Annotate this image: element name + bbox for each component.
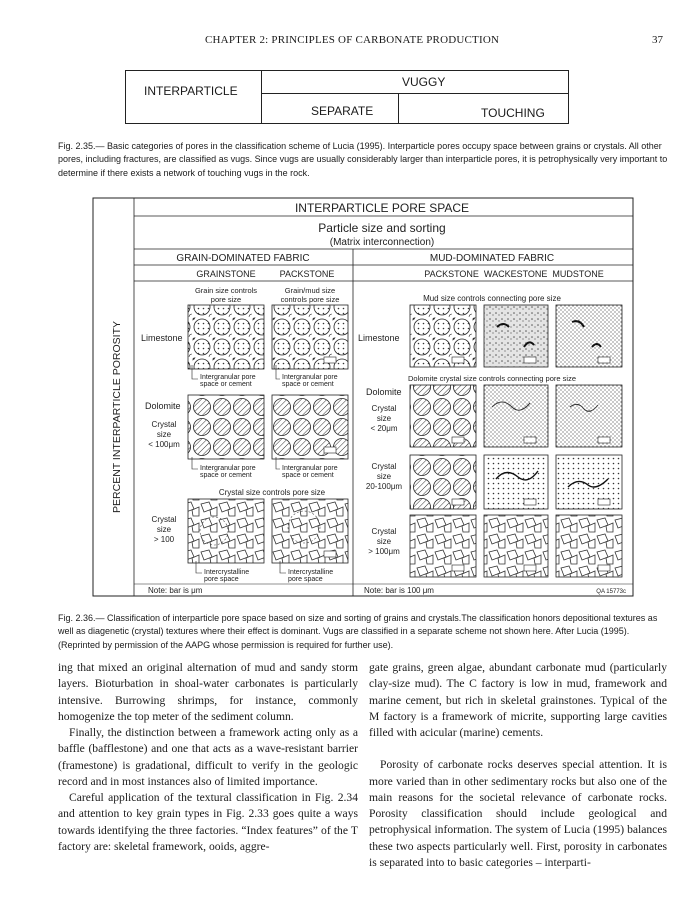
crystal-size-gt100: > 100 xyxy=(153,535,175,544)
intergranular-note-4b: space or cement xyxy=(282,472,334,479)
size-label-4: size xyxy=(376,472,392,481)
size-label-1: size xyxy=(156,430,172,439)
paragraph: Careful application of the textural classification in Fig. 2.34 and attention to key grain types in Fig. 2.33 goes quite a ways towards identifying the three factories. “Index features” of the T factory are: skeletal framework, ooids, aggre- xyxy=(58,791,358,853)
panel-mudstone-dolomite-2 xyxy=(556,455,622,509)
panel-packstone-dolomite xyxy=(272,395,348,459)
vuggy-cell: VUGGY xyxy=(402,75,446,89)
panel-mud-packstone-crystal xyxy=(410,515,476,577)
crystal-size-gt100um: > 100μm xyxy=(368,547,400,556)
intercrystalline-note-1b: pore space xyxy=(204,576,239,583)
grain-mud-note-2: controls pore size xyxy=(280,295,340,304)
body-column-left xyxy=(58,660,358,855)
intergranular-note-1b: space or cement xyxy=(200,381,252,388)
panel-wackestone-limestone xyxy=(484,305,548,367)
crystal-size-lt100: < 100μm xyxy=(148,440,180,449)
crystal-size-lt20: < 20μm xyxy=(370,424,398,433)
grain-fabric-heading: GRAIN-DOMINATED FABRIC xyxy=(176,253,310,264)
intergranular-note-2b: space or cement xyxy=(282,381,334,388)
panel-grainstone-dolomite xyxy=(188,395,264,459)
size-label-2: size xyxy=(156,525,172,534)
crystal-label-3: Crystal xyxy=(371,404,397,413)
panel-mudstone-limestone xyxy=(556,305,622,367)
intercrystalline-note-2b: pore space xyxy=(288,576,323,583)
panel-mud-packstone-limestone xyxy=(410,305,476,367)
figure-2-36 xyxy=(92,197,634,597)
note-right: Note: bar is 100 μm xyxy=(364,586,434,595)
intergranular-note-3b: space or cement xyxy=(200,472,252,479)
panel-mudstone-dolomite-1 xyxy=(556,385,622,447)
packstone-heading: PACKSTONE xyxy=(279,269,335,279)
chapter-title: CHAPTER 2: PRINCIPLES OF CARBONATE PRODUCTION xyxy=(205,34,500,46)
panel-packstone-crystal xyxy=(272,499,348,563)
figure-subtitle: Particle size and sorting xyxy=(318,221,446,235)
intercrystalline-note-2a: Intercrystalline xyxy=(288,569,334,576)
intergranular-note-2a: Intergranular pore xyxy=(282,374,338,381)
dolomite-note: Dolomite crystal size controls connecting pore size xyxy=(408,374,576,383)
interparticle-cell: INTERPARTICLE xyxy=(144,84,238,98)
panel-mud-packstone-dolomite-1 xyxy=(410,385,476,447)
pore-category-table xyxy=(125,70,569,124)
panel-grainstone-limestone xyxy=(188,305,264,369)
figure-subtitle-2: (Matrix interconnection) xyxy=(329,237,435,248)
intergranular-note-3a: Intergranular pore xyxy=(200,465,256,472)
note-left: Note: bar is μm xyxy=(148,586,203,595)
figure-2-35-caption: Fig. 2.35.— Basic categories of pores in the classification scheme of Lucia (1995). Interparticle pores occupy space between grains or crystals. All other pores, including fractures, are classified as vugs. Since vugs are usually considerably larger than interparticle pores, it is petrophysically very important to determine if there exists a network of touching vugs in the rock. xyxy=(58,141,668,178)
panel-mud-packstone-dolomite-2 xyxy=(410,455,476,509)
grain-size-note-1: Grain size controls xyxy=(194,286,258,295)
paragraph: Porosity of carbonate rocks deserves special attention. It is more varied than in other sedimentary rocks but also one of the main reasons for the societal relevance of carbonate rocks. Porosity classification should include geological and petrophysical information. The system of Lucia (1995) balances these two aspects particularly well. First, porosity in carbonates is separated into to basic categories – interparti- xyxy=(369,758,667,869)
panel-grainstone-crystal xyxy=(188,499,264,563)
intergranular-note-4a: Intergranular pore xyxy=(282,465,338,472)
panel-mudstone-crystal xyxy=(556,515,622,577)
paragraph: gate grains, green algae, abundant carbonate mud (particularly clay-size mud). The C factory is low in mud, framework and marine cement, but rich in skeletal grainstones. Typical of the M factory is a framework of micrite, supporting large cavities filled with acicular (marine) cements. xyxy=(369,661,667,739)
grainstone-heading: GRAINSTONE xyxy=(196,269,256,279)
dolomite-label-left: Dolomite xyxy=(145,401,181,411)
mud-classes-heading: PACKSTONE WACKESTONE MUDSTONE xyxy=(424,269,604,279)
body-column-right xyxy=(369,660,667,871)
limestone-label-left: Limestone xyxy=(141,333,183,343)
crystal-label-1: Crystal xyxy=(151,420,177,429)
figure-2-36-caption: Fig. 2.36.— Classification of interparticle pore space based on size and sorting of grains and crystals.The classification honors depositional textures as well as diagenetic (crystal) textures where their effect is dominant. Vugs are classified in a separate scheme not shown here. After Lucia (1995). (Reprinted by permission of the AAPG whose permission is required for further use). xyxy=(58,613,658,650)
intergranular-note-1a: Intergranular pore xyxy=(200,374,256,381)
intercrystalline-note-1a: Intercrystalline xyxy=(204,569,250,576)
paragraph: ing that mixed an original alternation of mud and sandy storm layers. Bioturbation in shoal-water carbonates is particularly intensive. Burrowing shrimps, for instance, commonly homogenize the top meter of the sediment column. xyxy=(58,661,358,723)
page-number: 37 xyxy=(652,34,663,46)
crystal-label-5: Crystal xyxy=(371,527,397,536)
crystal-label-4: Crystal xyxy=(371,462,397,471)
limestone-label-right: Limestone xyxy=(358,333,400,343)
mud-size-note: Mud size controls connecting pore size xyxy=(423,294,561,303)
side-axis-label: PERCENT INTERPARTICLE POROSITY xyxy=(111,321,123,513)
crystal-label-2: Crystal xyxy=(151,515,177,524)
crystal-size-controls-note: Crystal size controls pore size xyxy=(218,488,326,497)
panel-packstone-limestone xyxy=(272,305,348,369)
size-label-5: size xyxy=(376,537,392,546)
crystal-size-20-100: 20-100μm xyxy=(365,482,403,491)
grain-mud-note-1: Grain/mud size xyxy=(284,286,336,295)
mud-fabric-heading: MUD-DOMINATED FABRIC xyxy=(429,253,555,264)
size-label-3: size xyxy=(376,414,392,423)
separate-cell: SEPARATE xyxy=(311,104,374,118)
figure-code: QA 15773c xyxy=(596,589,626,595)
dolomite-label-right: Dolomite xyxy=(366,387,402,397)
grain-size-note-2: pore size xyxy=(210,295,242,304)
touching-cell: TOUCHING xyxy=(481,106,545,120)
figure-title: INTERPARTICLE PORE SPACE xyxy=(294,201,470,215)
panel-wackestone-dolomite-2 xyxy=(484,455,548,509)
panel-wackestone-crystal xyxy=(484,515,548,577)
panel-wackestone-dolomite-1 xyxy=(484,385,548,447)
paragraph: Finally, the distinction between a framework acting only as a baffle (bafflestone) and one that acts as a wave-resistant barrier (framestone) is gradational, difficult to verify in the geologic record and in most instances also of limited importance. xyxy=(58,726,358,788)
